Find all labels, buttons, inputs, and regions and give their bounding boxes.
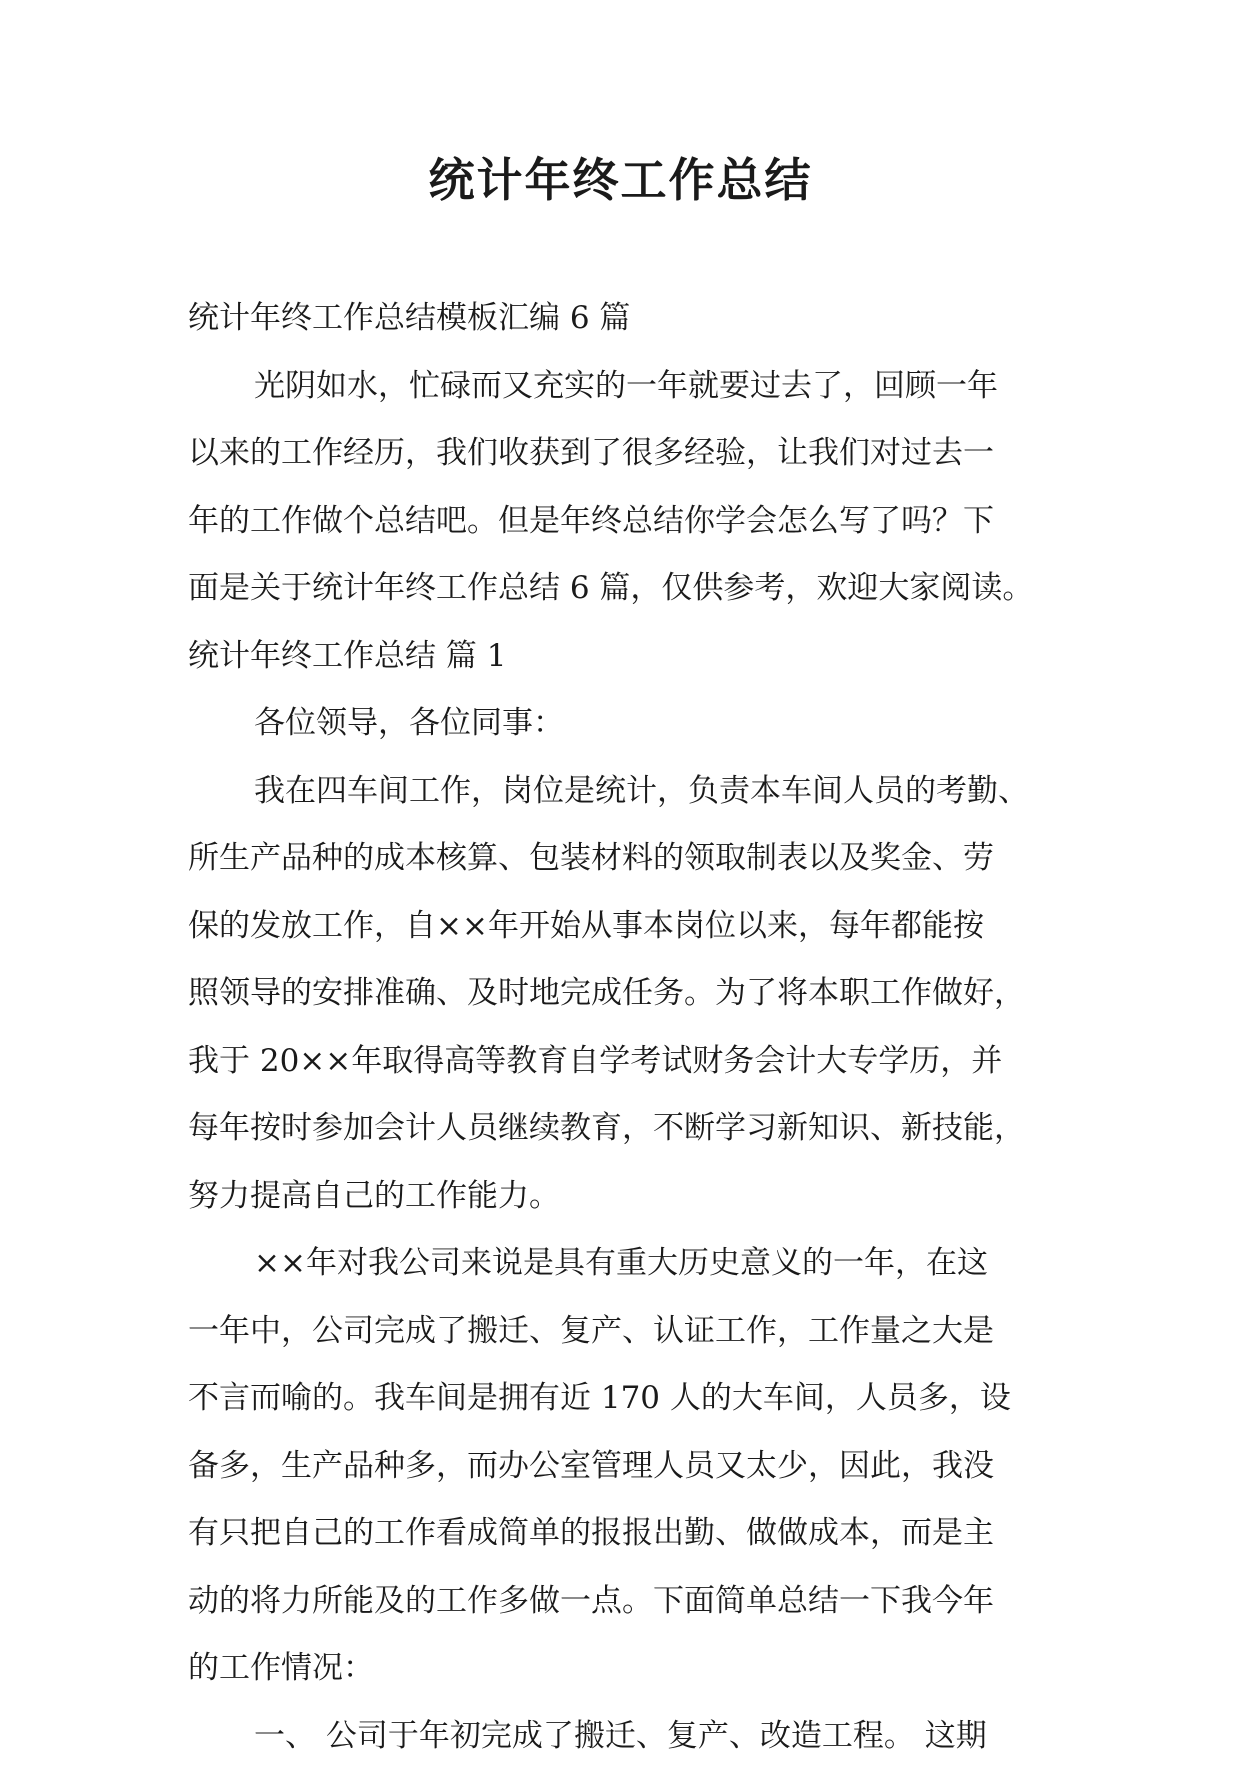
text-line: 我于 20××年取得高等教育自学考试财务会计大专学历，并	[188, 1028, 1058, 1096]
text-line: 的工作情况：	[188, 1635, 1058, 1703]
text-line: 照领导的安排准确、及时地完成任务。为了将本职工作做好，	[188, 960, 1058, 1028]
text-line: ××年对我公司来说是具有重大历史意义的一年，在这	[188, 1230, 1058, 1298]
text-line: 年的工作做个总结吧。但是年终总结你学会怎么写了吗？下	[188, 488, 1058, 556]
text-line: 不言而喻的。我车间是拥有近 170 人的大车间，人员多，设	[188, 1365, 1058, 1433]
text-line: 面是关于统计年终工作总结 6 篇，仅供参考，欢迎大家阅读。	[188, 555, 1058, 623]
text-line: 一年中，公司完成了搬迁、复产、认证工作，工作量之大是	[188, 1298, 1058, 1366]
text-line: 我在四车间工作，岗位是统计，负责本车间人员的考勤、	[188, 758, 1058, 826]
text-line: 统计年终工作总结模板汇编 6 篇	[188, 285, 1058, 353]
text-line: 努力提高自己的工作能力。	[188, 1163, 1058, 1231]
text-line: 动的将力所能及的工作多做一点。下面简单总结一下我今年	[188, 1568, 1058, 1636]
document-body	[188, 285, 1058, 1770]
document-title: 统计年终工作总结	[0, 148, 1241, 212]
text-line: 统计年终工作总结 篇 1	[188, 623, 1058, 691]
text-line: 一、 公司于年初完成了搬迁、复产、改造工程。 这期	[188, 1703, 1058, 1770]
text-line: 有只把自己的工作看成简单的报报出勤、做做成本，而是主	[188, 1500, 1058, 1568]
text-line: 保的发放工作，自××年开始从事本岗位以来，每年都能按	[188, 893, 1058, 961]
text-line: 光阴如水，忙碌而又充实的一年就要过去了，回顾一年	[188, 353, 1058, 421]
text-line: 所生产品种的成本核算、包装材料的领取制表以及奖金、劳	[188, 825, 1058, 893]
text-line: 各位领导，各位同事：	[188, 690, 1058, 758]
text-line: 备多，生产品种多，而办公室管理人员又太少，因此，我没	[188, 1433, 1058, 1501]
text-line: 以来的工作经历，我们收获到了很多经验，让我们对过去一	[188, 420, 1058, 488]
text-line: 每年按时参加会计人员继续教育，不断学习新知识、新技能，	[188, 1095, 1058, 1163]
